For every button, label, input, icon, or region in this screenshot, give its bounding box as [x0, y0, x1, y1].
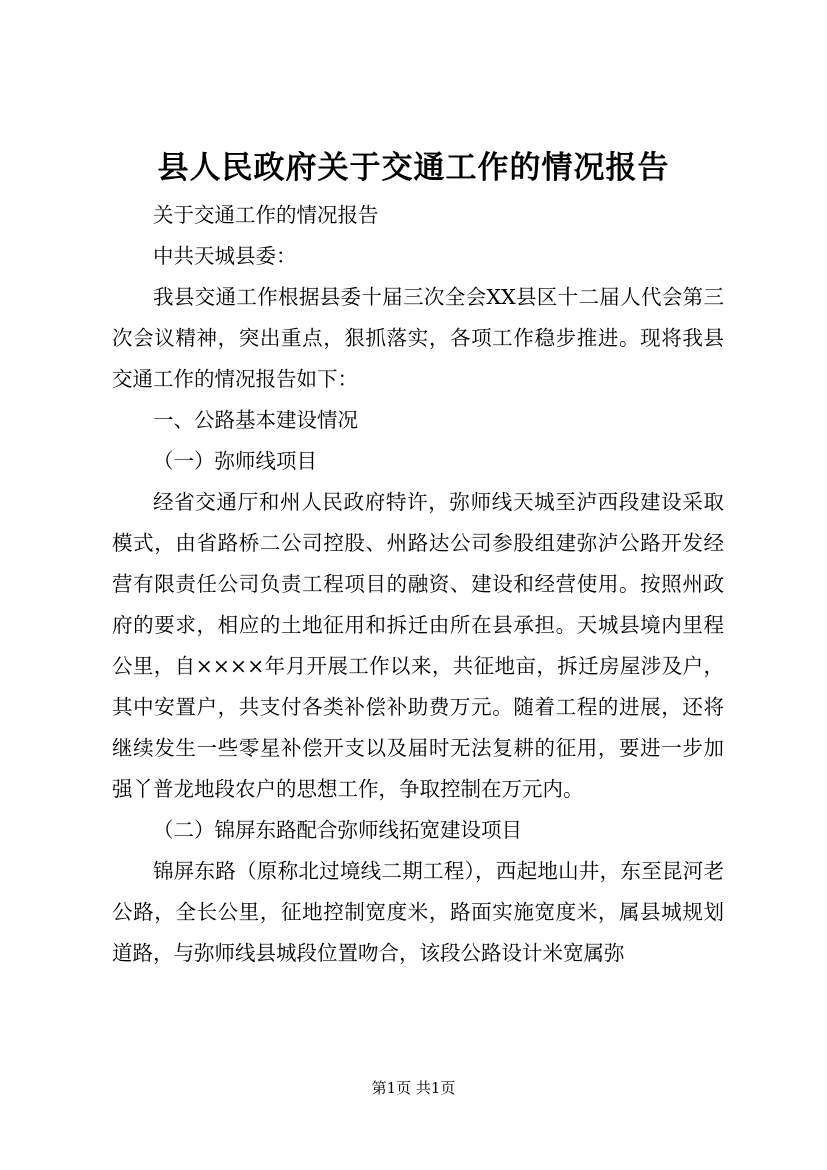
section-heading: 一、公路基本建设情况: [153, 408, 358, 432]
body-paragraph: 经省交通厅和州人民政府特许，弥师线天城至泸西段建设采取模式，由省路桥二公司控股、州路达公司参股组建弥泸公路开发经营有限责任公司负责工程项目的融资、建设和经营使用。按照州政府的要求，相应的土地征用和拆迁由所在县承担。天城县境内里程公里，自××××年月开展工作以来，共征地亩，拆迁房屋涉及户，其中安置户，共支付各类补偿补助费万元。随着工程的进展，还将继续发生一些零星补偿开支以及届时无法复耕的征用，要进一步加强丫普龙地段农户的思想工作，争取控制在万元内。: [112, 490, 724, 801]
addressee-paragraph: 中共天城县委：: [153, 244, 297, 268]
body-paragraph: 锦屏东路（原称北过境线二期工程），西起地山井，东至昆河老公路，全长公里，征地控制宽度米，路面实施宽度米，属县城规划道路，与弥师线县城段位置吻合，该段公路设计米宽属弥: [112, 859, 724, 965]
document-body: [112, 195, 724, 974]
intro-paragraph: 我县交通工作根据县委十届三次全会XX县区十二届人代会第三次会议精神，突出重点，狠抓落实，各项工作稳步推进。现将我县交通工作的情况报告如下：: [112, 285, 724, 391]
subsection-heading: （二）锦屏东路配合弥师线拓宽建设项目: [153, 818, 522, 842]
subsection-heading: （一）弥师线项目: [153, 449, 317, 473]
page-number-footer: 第1页 共1页: [371, 1079, 456, 1097]
document-title: 县人民政府关于交通工作的情况报告: [157, 150, 670, 186]
subtitle-paragraph: 关于交通工作的情况报告: [153, 203, 379, 227]
